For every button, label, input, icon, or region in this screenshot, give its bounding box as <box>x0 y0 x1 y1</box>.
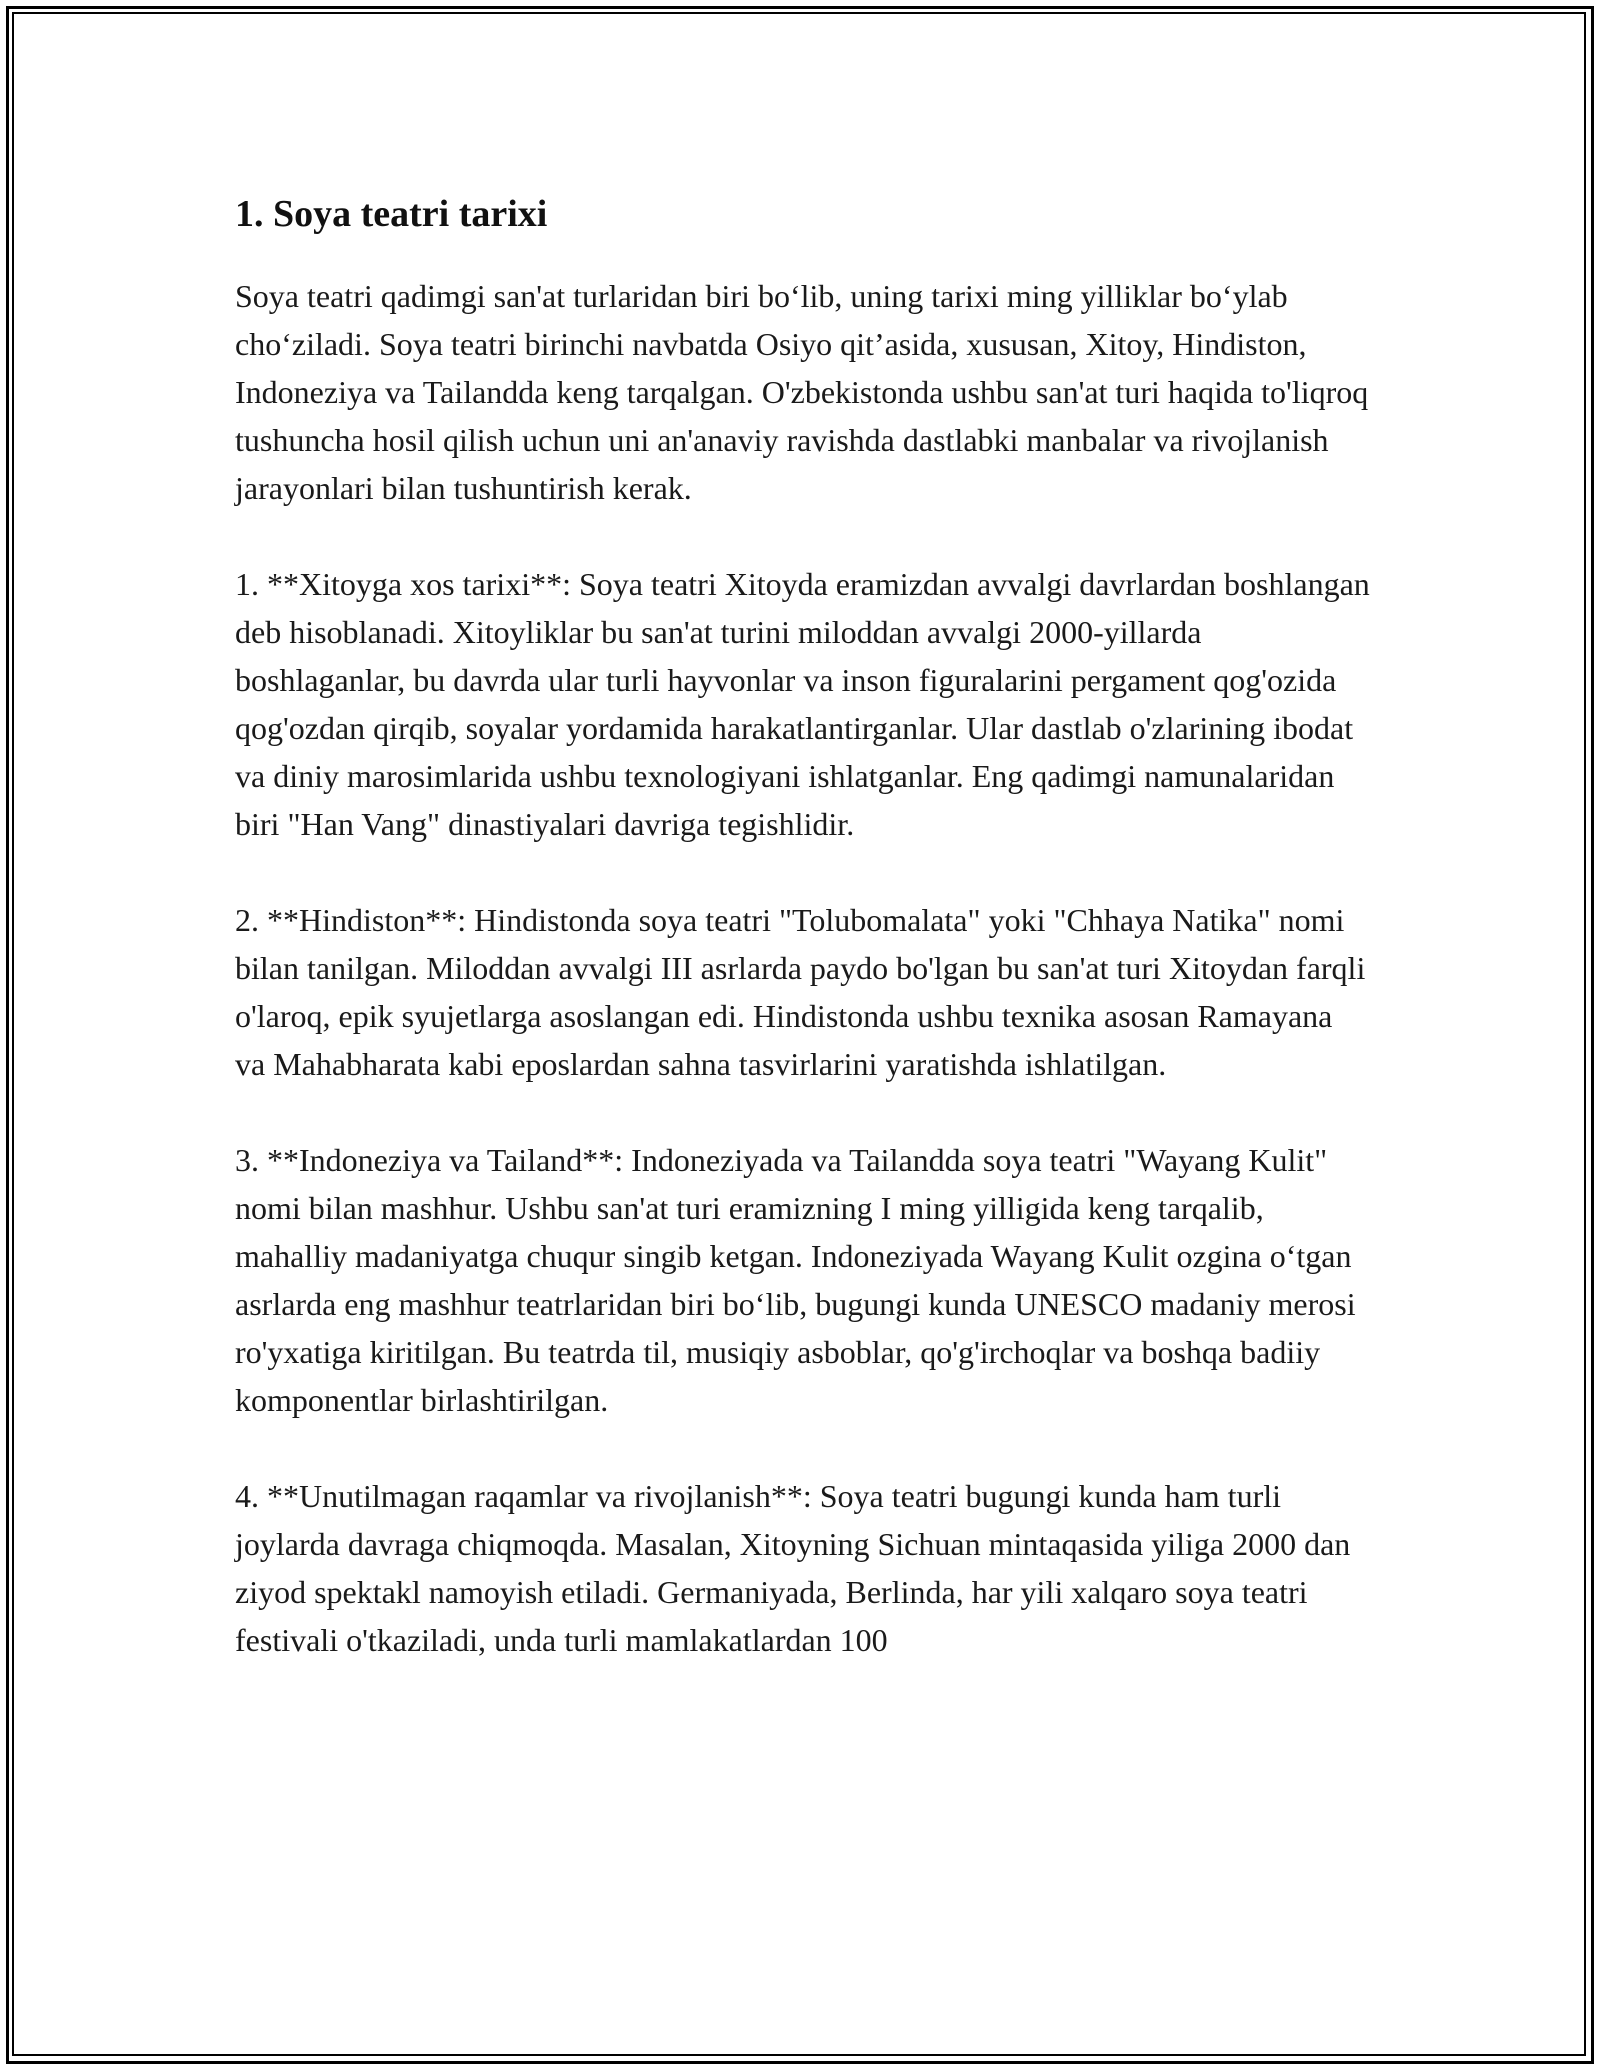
paragraph-indonesia-thailand: 3. **Indoneziya va Tailand**: Indoneziyada va Tailandda soya teatri "Wayang Kulit" nomi bilan mashhur. Ushbu san'at turi eramizning I ming yilligida keng tarqalib, mahalliy madaniyatga chuqur singib ketgan. Indoneziyada Wayang Kulit ozgina o‘tgan asrlarda eng mashhur teatrlaridan biri bo‘lib, bugungi kunda UNESCO madaniy merosi ro'yxatiga kiritilgan. Bu teatrda til, musiqiy asboblar, qo'g'irchoqlar va boshqa badiiy komponentlar birlashtirilgan. <box>235 1142 1356 1418</box>
section-heading: 1. Soya teatri tarixi <box>235 193 548 235</box>
paragraph-china: 1. **Xitoyga xos tarixi**: Soya teatri Xitoyda eramizdan avvalgi davrlardan boshlangan deb hisoblanadi. Xitoyliklar bu san'at turini miloddan avvalgi 2000-yillarda boshlaganlar, bu davrda ular turli hayvonlar va inson figuralarini pergament qog'ozida qog'ozdan qirqib, soyalar yordamida harakatlantirganlar. Ular dastlab o'zlarining ibodat va diniy marosimlarida ushbu texnologiyani ishlatganlar. Eng qadimgi namunalaridan biri "Han Vang" dinastiyalari davriga tegishlidir. <box>235 566 1370 842</box>
document-body <box>235 186 1370 1712</box>
paragraph-development: 4. **Unutilmagan raqamlar va rivojlanish**: Soya teatri bugungi kunda ham turli joylarda davraga chiqmoqda. Masalan, Xitoyning Sichuan mintaqasida yiliga 2000 dan ziyod spektakl namoyish etiladi. Germaniyada, Berlinda, har yili xalqaro soya teatri festivali o'tkaziladi, unda turli mamlakatlardan 100 <box>235 1478 1351 1658</box>
paragraph-india: 2. **Hindiston**: Hindistonda soya teatri "Tolubomalata" yoki "Chhaya Natika" nomi bilan tanilgan. Miloddan avvalgi III asrlarda paydo bo'lgan bu san'at turi Xitoydan farqli o'laroq, epik syujetlarga asoslangan edi. Hindistonda ushbu texnika asosan Ramayana va Mahabharata kabi eposlardan sahna tasvirlarini yaratishda ishlatilgan. <box>235 902 1366 1082</box>
intro-paragraph: Soya teatri qadimgi san'at turlaridan biri bo‘lib, uning tarixi ming yilliklar bo‘ylab cho‘ziladi. Soya teatri birinchi navbatda Osiyo qit’asida, xususan, Xitoy, Hindiston, Indoneziya va Tailandda keng tarqalgan. O'zbekistonda ushbu san'at turi haqida to'liqroq tushuncha hosil qilish uchun uni an'anaviy ravishda dastlabki manbalar va rivojlanish jarayonlari bilan tushuntirish kerak. <box>235 278 1369 506</box>
